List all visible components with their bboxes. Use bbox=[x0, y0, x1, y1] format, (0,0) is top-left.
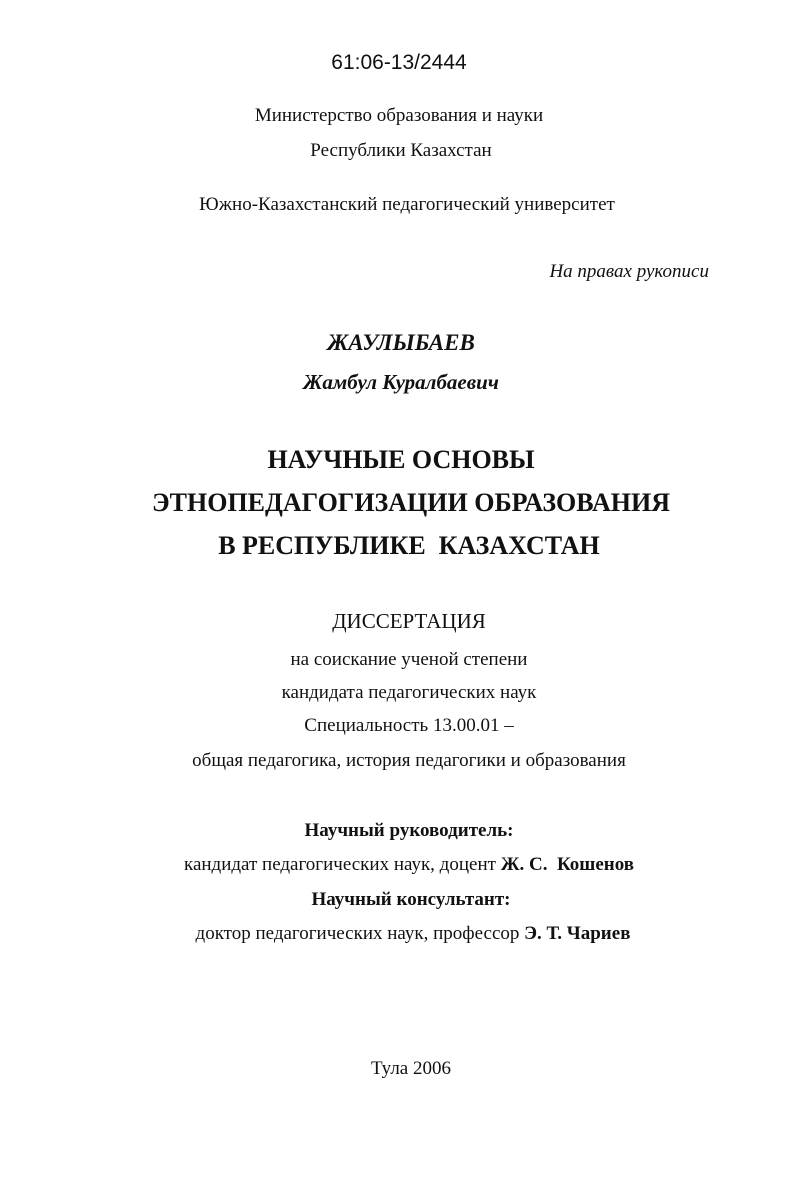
supervisor-line bbox=[12, 855, 794, 874]
author-given-names: Жамбул Куралбаевич bbox=[303, 370, 499, 394]
title-line-2: ЭТНОПЕДАГОГИЗАЦИИ ОБРАЗОВАНИЯ bbox=[152, 488, 670, 517]
supervisor-label: Научный руководитель: bbox=[304, 820, 514, 841]
specialty-name: общая педагогика, история педагогики и образования bbox=[192, 750, 626, 771]
ministry-line-1: Министерство образования и науки bbox=[254, 105, 544, 126]
supervisor-credentials: кандидат педагогических наук, доцент bbox=[184, 854, 501, 875]
title-line-1: НАУЧНЫЕ ОСНОВЫ bbox=[267, 445, 535, 474]
university-name: Южно-Казахстанский педагогический университет bbox=[199, 194, 615, 215]
registry-code: 61:06-13/2444 bbox=[331, 51, 467, 74]
consultant-credentials: доктор педагогических наук, профессор bbox=[195, 923, 525, 944]
dissertation-type: ДИССЕРТАЦИЯ bbox=[332, 609, 486, 633]
author-surname: ЖАУЛЫБАЕВ bbox=[327, 330, 475, 355]
specialty-code: Специальность 13.00.01 – bbox=[304, 715, 514, 736]
manuscript-note: На правах рукописи bbox=[549, 261, 709, 282]
ministry-line-2: Республики Казахстан bbox=[310, 140, 492, 161]
supervisor-name: Ж. С. Кошенов bbox=[500, 854, 634, 875]
consultant-name: Э. Т. Чариев bbox=[524, 923, 631, 944]
city-year: Тула 2006 bbox=[371, 1058, 451, 1079]
consultant-line bbox=[16, 924, 794, 943]
title-line-3: В РЕСПУБЛИКЕ КАЗАХСТАН bbox=[218, 531, 600, 560]
degree-line-1: на соискание ученой степени bbox=[290, 649, 528, 670]
degree-line-2: кандидата педагогических наук bbox=[281, 682, 537, 703]
consultant-label: Научный консультант: bbox=[311, 889, 511, 910]
